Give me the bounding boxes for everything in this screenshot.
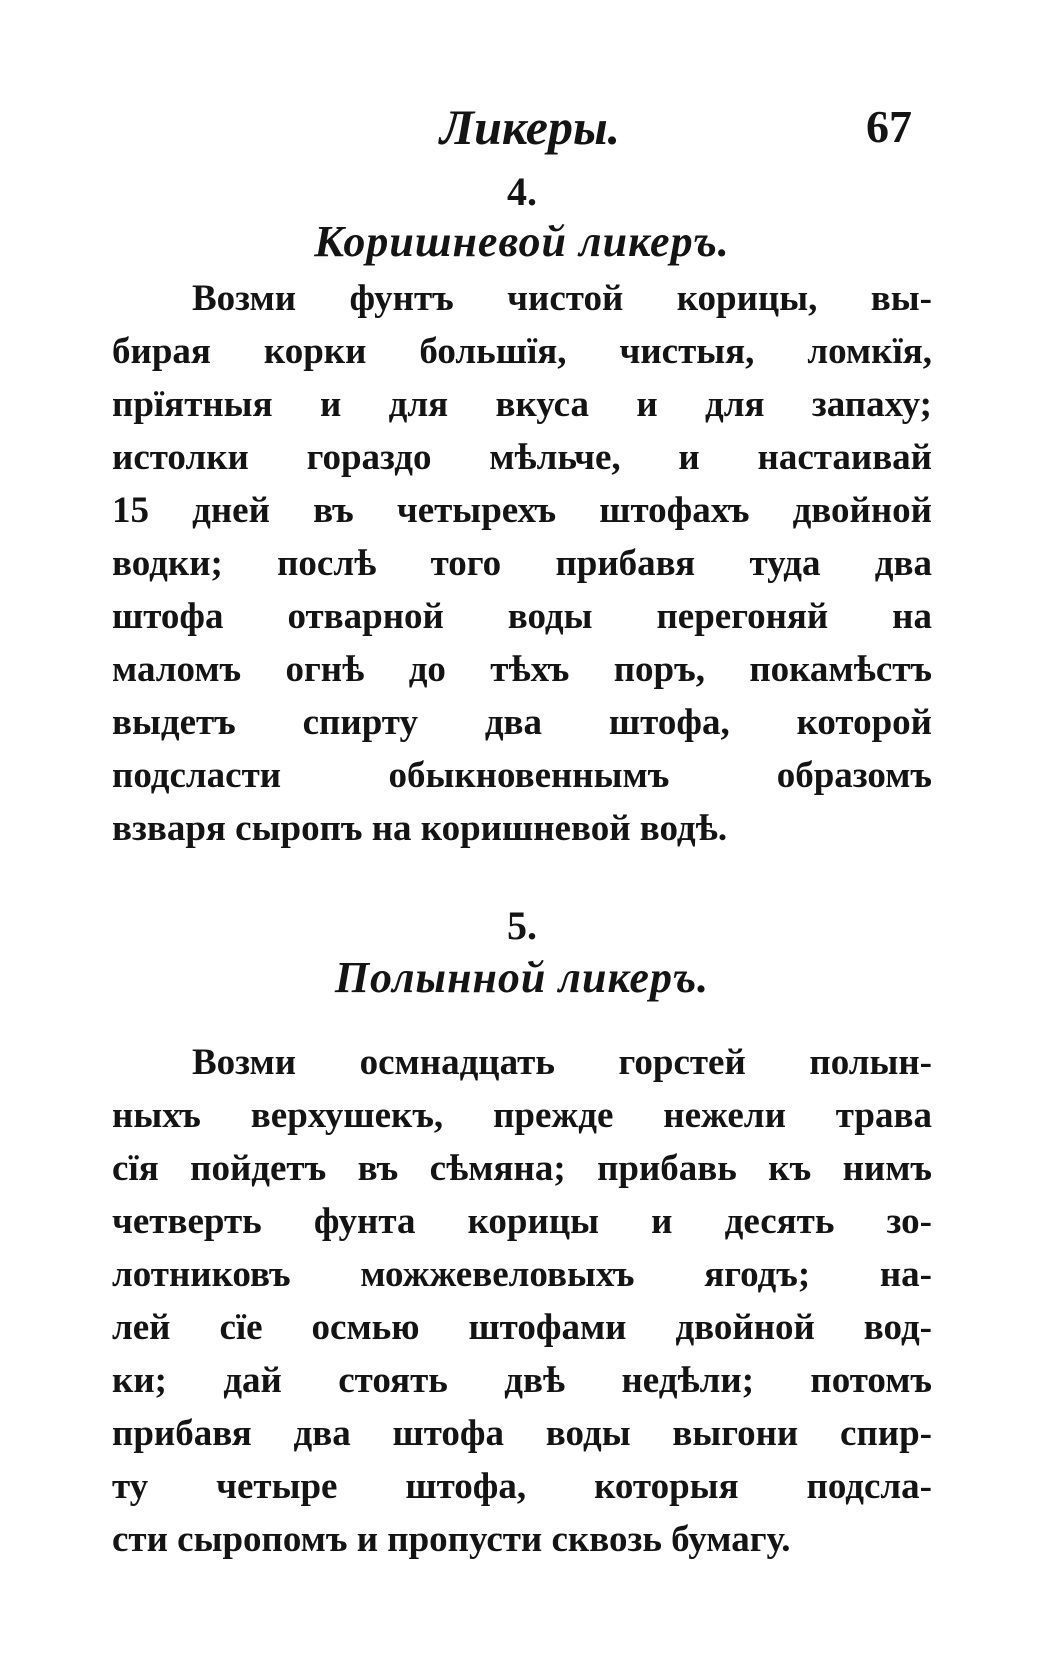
text-line: штофа отварной воды перегоняй на	[112, 596, 932, 637]
recipe-title: Коришневой ликеръ.	[314, 217, 730, 266]
text-line: сїя пойдетъ въ сѣмяна; прибавь къ нимъ	[112, 1148, 932, 1189]
running-title: Ликеры.	[439, 99, 621, 155]
text-line: взваря сыропъ на коришневой водѣ.	[112, 808, 728, 849]
page-number: 67	[866, 101, 912, 152]
recipe-body	[112, 272, 932, 855]
text-line: лей сїе осмью штофами двойной вод-	[112, 1307, 932, 1348]
recipe-body	[112, 1036, 932, 1566]
text-line: сти сыропомъ и пропусти сквозь бумагу.	[112, 1519, 791, 1560]
recipe-number: 5.	[507, 903, 537, 948]
text-line: подсласти обыкновеннымъ образомъ	[112, 755, 932, 796]
text-line: маломъ огнѣ до тѣхъ поръ, покамѣстъ	[112, 649, 932, 690]
text-line: лотниковъ можжевеловыхъ ягодъ; на-	[112, 1254, 932, 1295]
recipe-number: 4.	[507, 169, 537, 214]
text-line: водки; послѣ того прибавя туда два	[112, 543, 932, 584]
running-head	[0, 92, 1044, 162]
text-line: прїятныя и для вкуса и для запаху;	[112, 384, 932, 425]
text-line: прибавя два штофа воды выгони спир-	[112, 1413, 932, 1454]
text-line: ныхъ верхушекъ, прежде нежели трава	[112, 1095, 932, 1136]
text-line: истолки гораздо мѣльче, и настаивай	[112, 437, 932, 478]
text-line: Возми фунтъ чистой корицы, вы-	[192, 278, 932, 319]
text-line: четверть фунта корицы и десять зо-	[112, 1201, 932, 1242]
text-line: бирая корки большїя, чистыя, ломкїя,	[112, 331, 932, 372]
text-line: Возми осмнадцать горстей полын-	[192, 1042, 932, 1083]
text-line: 15 дней въ четырехъ штофахъ двойной	[112, 490, 932, 531]
text-line: ки; дай стоять двѣ недѣли; потомъ	[112, 1360, 932, 1401]
text-line: выдетъ спирту два штофа, которой	[112, 702, 932, 743]
recipe-title: Полынной ликеръ.	[334, 953, 710, 1002]
text-line: ту четыре штофа, которыя подсла-	[112, 1466, 932, 1507]
